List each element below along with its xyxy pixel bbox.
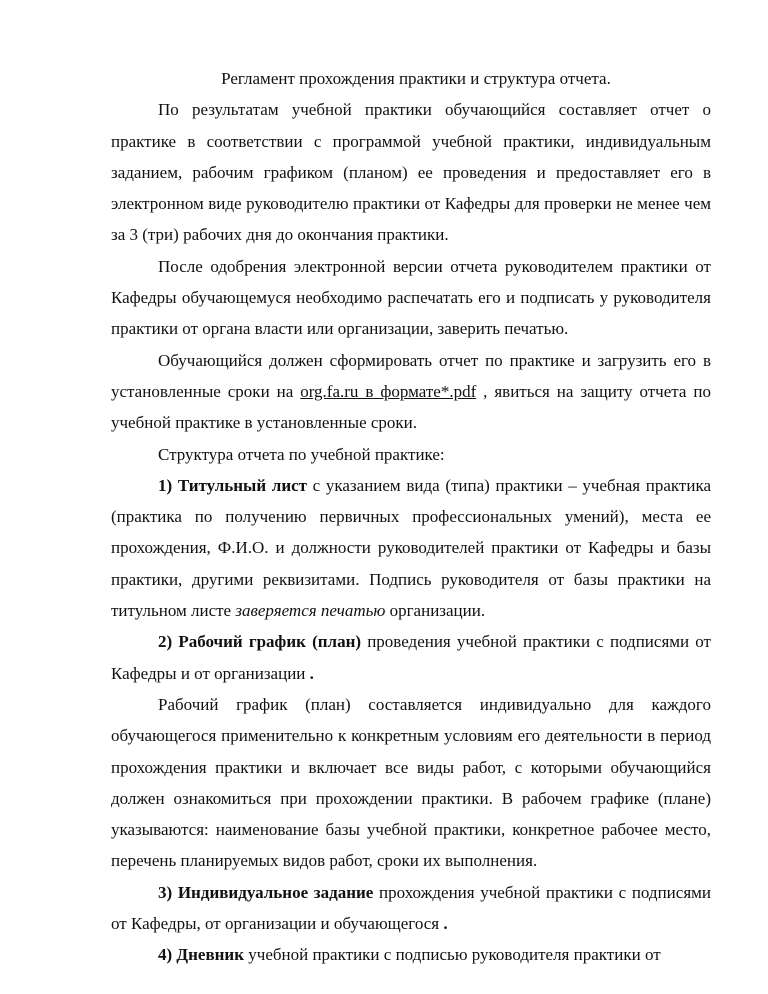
paragraph-report-approval: После одобрения электронной версии отчета руководителем практики от Кафедры обучающемуся необходимо распечатать его и подписать у руководителя практики от органа власти или организации, заверить печатью. [111,256,711,339]
list-item-heading: 4) Дневник [158,945,245,965]
list-item-end: . [305,663,314,683]
emphasis-text: заверяется печатью [235,601,386,621]
paragraph-report-submission: По результатам учебной практики обучающийся составляет отчет о практике в соответствии с программой учебной практики, индивидуальным заданием, рабочим графиком (планом) ее проведения и предоставляет его в электронном виде руководителю практики от Кафедры для проверки не менее чем за 3 (три) рабочих дня до окончания практики. [111,100,711,245]
list-item-heading: 2) Рабочий график (план) [158,632,362,652]
paragraph-text: , явиться на защиту отчета по учебной практике в установленные сроки. [111,381,712,433]
document-title: Регламент прохождения практики и структура отчета. [221,69,611,88]
document-body [111,63,711,971]
list-item-text: проведения учебной практики с подписями от Кафедры и от организации [111,632,711,683]
paragraph-text: Обучающийся должен сформировать отчет по практике и загрузить его в установленные сроки на [111,350,711,401]
paragraph-structure-heading: Структура отчета по учебной практике: [158,444,445,464]
list-item-work-schedule [111,626,711,689]
list-item-heading: 3) Индивидуальное задание [158,882,374,902]
list-item-text: с указанием вида (типа) практики – учебная практика (практика по получению первичных профессиональных умений), места ее прохождения, Ф.И.О. и должности руководителей практики от Кафедры и базы практики, другими реквизитами. Подпись руководителя от базы практики на титульном листе [111,475,711,621]
list-item-individual-task [111,877,711,940]
upload-link[interactable]: org.fa.ru в формате*.pdf [300,381,477,401]
list-item-end: . [439,914,448,934]
list-item-text: учебной практики с подписью руководителя практики от [244,945,661,965]
list-item-diary [111,939,711,970]
list-item-title-page [111,470,711,626]
list-item-heading: 1) Титульный лист [158,475,308,495]
paragraph-schedule-details: Рабочий график (план) составляется индивидуально для каждого обучающегося применительно к конкретным условиям его деятельности в период прохождения практики и включает все виды работ, с которыми обучающийся должен ознакомиться при прохождении практики. В рабочем графике (плане) указываются: наименование базы учебной практики, конкретное рабочее место, перечень планируемых видов работ, сроки их выполнения. [111,694,711,871]
list-item-text: организации. [385,601,486,621]
paragraph-report-upload [111,345,711,439]
list-item-text: прохождения учебной практики с подписями от Кафедры, от организации и обучающегося [111,882,711,934]
